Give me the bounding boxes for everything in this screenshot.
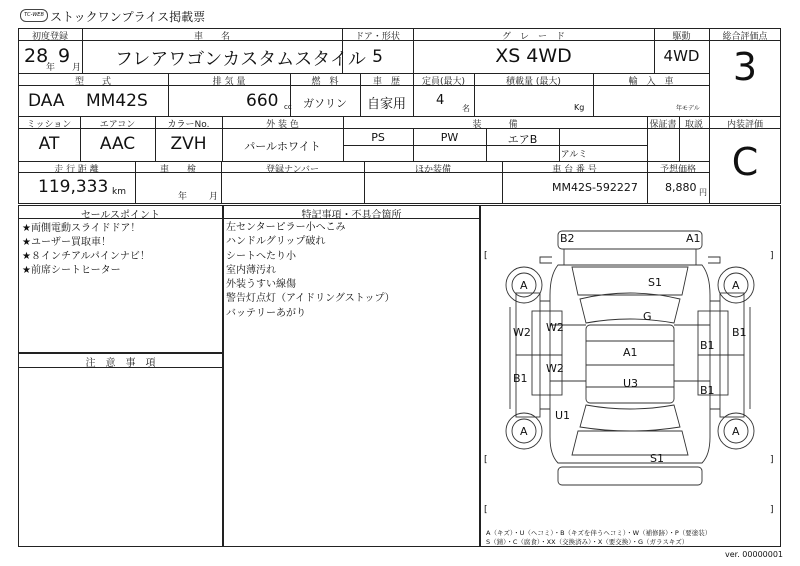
mark-b1-right2: B1	[700, 339, 715, 352]
mark-s1-top: S1	[648, 276, 662, 289]
interior-score: C	[731, 140, 759, 184]
special-note-item: シートへたり小	[226, 250, 296, 262]
mark-a1-center: A1	[623, 346, 638, 359]
label-color: 外 装 色	[266, 120, 299, 130]
displacement-unit: cc	[284, 103, 292, 111]
capacity-unit: 名	[462, 104, 470, 113]
mark-a1-top: A1	[686, 232, 701, 245]
car-name: フレアワゴンカスタムスタイル	[115, 49, 366, 70]
logo: TC-WEB	[20, 9, 48, 22]
mark-w2-inner1: W2	[546, 321, 564, 334]
capacity: 4	[436, 93, 445, 108]
mark-s1-bottom: S1	[650, 452, 664, 465]
label-other-equip: ほか装備	[414, 165, 451, 175]
bracket-close: ]	[770, 251, 774, 261]
mark-b2: B2	[560, 232, 575, 245]
equip-airbag: エアB	[507, 133, 538, 146]
label-color-no: カラーNo.	[167, 120, 210, 130]
special-notes-list	[226, 221, 395, 321]
mark-w2-left: W2	[513, 326, 531, 339]
wheel-rr-mark: A	[732, 425, 740, 438]
sales-point-item: ★前席シートヒーター	[22, 265, 121, 276]
label-warranty: 保証書	[649, 120, 677, 130]
overall-score: 3	[732, 45, 758, 89]
aircon: AAC	[99, 134, 136, 154]
label-equipment: 装 備	[472, 120, 518, 130]
sales-points-title: セールスポイント	[80, 210, 161, 221]
label-price: 予想価格	[659, 165, 696, 175]
mark-b1-left: B1	[513, 372, 528, 385]
label-interior: 内装評価	[726, 120, 763, 130]
special-notes-title: 特記事項・不具合箇所	[301, 210, 402, 221]
label-load: 積載量 (最大)	[506, 77, 561, 87]
bracket-open: [	[484, 251, 488, 261]
label-fuel: 燃 料	[311, 77, 339, 87]
label-first-reg: 初度登録	[31, 32, 68, 42]
legend-line-1: A（キズ）・U（ヘコミ）・B（キズを伴うヘコミ）・W（補修跡）・P（要塗装）	[486, 529, 712, 537]
mileage: 119,333	[38, 177, 109, 197]
load-unit: Kg	[574, 103, 585, 112]
color: パールホワイト	[244, 140, 321, 153]
equip-pw: PW	[440, 131, 459, 144]
doors: 5	[372, 47, 383, 67]
drive: 4WD	[663, 47, 700, 65]
legend-line-2: S（錆）・C（腐食）・XX（交換済み）・X（要交換）・G（ガラスキズ）	[486, 538, 689, 546]
special-note-item: バッテリーあがり	[226, 307, 306, 319]
bracket-close: ]	[770, 505, 774, 515]
special-note-item: 左センターピラー小へこみ	[226, 222, 346, 233]
label-capacity: 定員(最大)	[421, 77, 466, 87]
special-note-item: 室内薄汚れ	[226, 264, 276, 276]
mark-g: G	[643, 310, 652, 323]
inspection-month-unit: 月	[209, 192, 219, 202]
label-overall: 総合評価点	[722, 32, 768, 42]
mark-b1-right1: B1	[732, 326, 747, 339]
label-plate: 登録ナンバー	[266, 165, 319, 175]
label-history: 車 歴	[372, 77, 400, 87]
label-aircon: エアコン	[99, 120, 136, 130]
notes-box	[18, 353, 223, 547]
mark-b1-right3: B1	[700, 384, 715, 397]
mark-u3: U3	[623, 377, 639, 390]
label-inspection: 車 検	[159, 165, 196, 175]
chassis-number: MM42S-592227	[552, 181, 638, 194]
import-note: 年モデル	[676, 105, 700, 112]
first-reg-month: 9	[58, 45, 71, 67]
label-grade: グ レ ー ド	[501, 32, 565, 42]
bracket-open: [	[484, 505, 488, 515]
mark-w2-inner2: W2	[546, 362, 564, 375]
history: 自家用	[366, 97, 406, 112]
bracket-open: [	[484, 455, 488, 465]
displacement: 660	[246, 91, 279, 111]
sales-points-list	[22, 222, 150, 278]
color-no: ZVH	[170, 134, 207, 154]
version: ver. 00000001	[725, 550, 784, 559]
special-note-item: 外装うすい線傷	[226, 279, 296, 291]
grade: XS 4WD	[495, 45, 572, 67]
equip-ps: PS	[371, 131, 385, 144]
label-import: 輸 入 車	[628, 77, 674, 87]
form-title: ストックワンプライス掲載票	[50, 10, 206, 24]
label-manual: 取説	[684, 120, 703, 130]
model-code: MM42S	[86, 91, 148, 111]
label-mileage: 走 行 距 離	[54, 165, 99, 175]
mark-u1: U1	[555, 409, 571, 422]
equip-alumi: アルミ	[560, 150, 588, 160]
label-chassis: 車 台 番 号	[552, 165, 597, 175]
price: 8,880	[665, 181, 697, 194]
price-unit: 円	[699, 188, 707, 197]
label-car-name: 車 名	[193, 32, 230, 42]
first-reg-year-unit: 年	[46, 63, 56, 73]
special-note-item: 警告灯点灯（アイドリングストップ）	[226, 293, 395, 305]
model-prefix: DAA	[28, 91, 65, 111]
bracket-close: ]	[770, 455, 774, 465]
notes-title: 注 意 事 項	[85, 358, 156, 369]
wheel-fr-mark: A	[732, 279, 740, 292]
label-model: 型 式	[74, 77, 111, 87]
first-reg-year: 28	[24, 45, 49, 67]
mission: AT	[38, 134, 60, 154]
first-reg-month-unit: 月	[72, 63, 82, 73]
wheel-fl-mark: A	[520, 279, 528, 292]
sales-point-item: ★両側電動スライドドア！	[22, 223, 141, 234]
label-displacement: 排 気 量	[212, 77, 246, 87]
label-drive: 駆動	[672, 32, 691, 42]
inspection-year-unit: 年	[178, 192, 188, 202]
mileage-unit: km	[112, 187, 126, 197]
sales-point-item: ★ユーザー買取車！	[22, 237, 111, 248]
fuel: ガソリン	[303, 97, 347, 110]
wheel-rl-mark: A	[520, 425, 528, 438]
label-mission: ミッション	[26, 120, 72, 130]
special-note-item: ハンドルグリップ破れ	[226, 236, 326, 248]
label-door-shape: ドア・形状	[355, 32, 400, 42]
sales-point-item: ★８インチアルパインナビ！	[22, 251, 150, 262]
